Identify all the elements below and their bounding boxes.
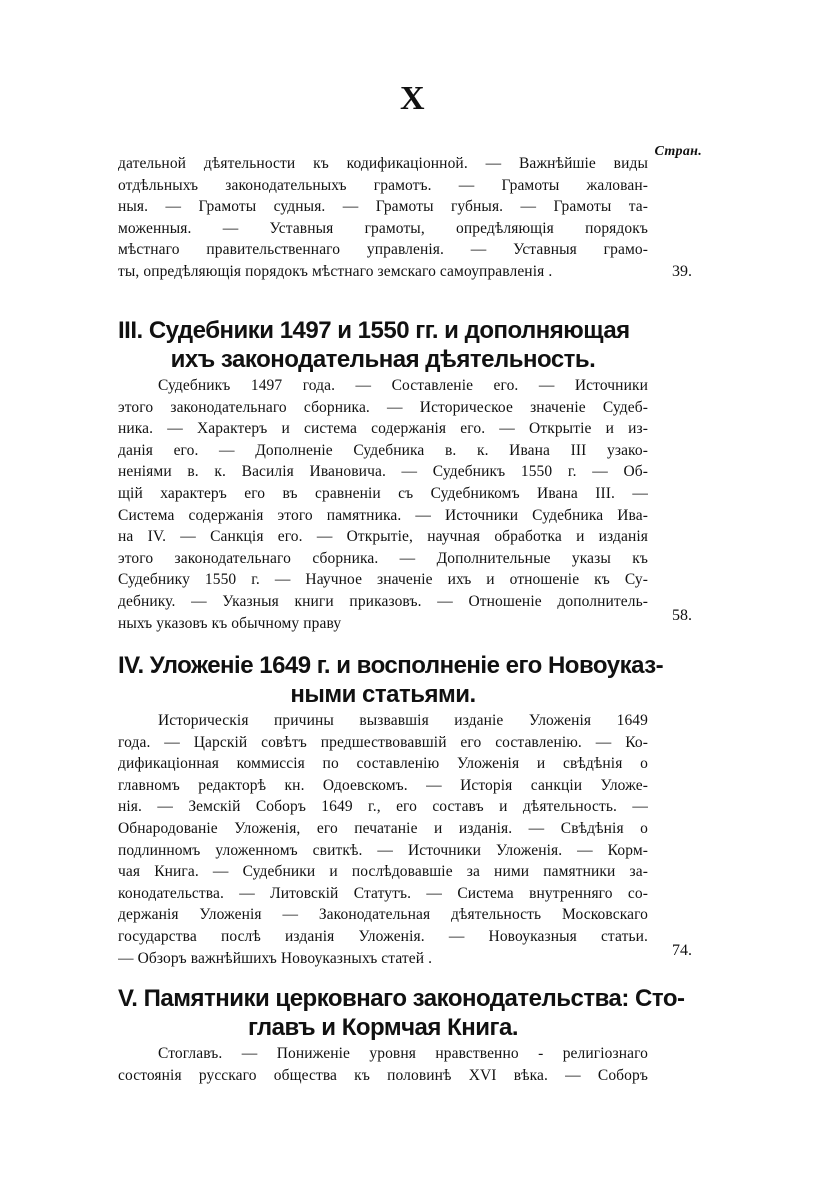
paragraph-line: Система содержанія этого памятника. — Источники Судебника Ива- (118, 506, 648, 524)
paragraph-line: неніями в. к. Василія Ивановича. — Судебникъ 1550 г. — Об- (118, 463, 648, 481)
paragraph-line: нія. — Земскій Соборъ 1649 г., его составъ и дѣятельность. — (118, 798, 648, 816)
paragraph-line: дательной дѣятельности къ кодификаціонной. — Важнѣйшіе виды (118, 155, 648, 172)
section-heading-line: V. Памятники церковнаго законодательства: Сто- (118, 985, 685, 1012)
paragraph-line: этого законодательнаго сборника. — Дополнительные указы къ (118, 549, 648, 567)
section-heading-line: ихъ законодательная дѣятельность. (170, 346, 596, 373)
section-heading (118, 316, 648, 374)
paragraph-line: состоянія русскаго общества къ половинѣ XVI вѣка. — Соборъ (118, 1066, 648, 1084)
paragraph-line: государства послѣ изданія Уложенія. — Новоуказныя статьи. (118, 927, 648, 945)
paragraph-line: ныхъ указовъ къ обычному праву (118, 614, 342, 632)
page-number: 58. (672, 607, 692, 624)
paragraph-line: Судебникъ 1497 года. — Составленіе его. — Источники (158, 377, 648, 394)
paragraph-line: подлинномъ уложенномъ свиткѣ. — Источники Уложенія. — Корм- (118, 841, 648, 859)
paragraph-line: ныя. — Грамоты судныя. — Грамоты губныя. — Грамоты та- (118, 198, 648, 216)
section-paragraph (118, 375, 648, 634)
paragraph-line: отдѣльныхъ законодательныхъ грамотъ. — Грамоты жалован- (118, 176, 648, 194)
paragraph-line: ника. — Характеръ и система содержанія его. — Открытіе и из- (118, 420, 648, 438)
paragraph-line: — Обзоръ важнѣйшихъ Новоуказныхъ статей . (118, 949, 433, 967)
section-heading (118, 984, 685, 1042)
section-heading-line: ными статьями. (290, 681, 476, 708)
section-heading-line: III. Судебники 1497 и 1550 гг. и дополняющая (118, 317, 630, 344)
paragraph-line: Судебнику 1550 г. — Научное значеніе ихъ и отношеніе къ Су- (118, 571, 648, 589)
paragraph-line: на IV. — Санкція его. — Открытіе, научная обработка и изданія (118, 528, 648, 546)
section-heading (118, 651, 664, 709)
paragraph-line: мѣстнаго правительственнаго управленія. — Уставныя грамо- (118, 241, 648, 259)
paragraph-line: щій характеръ его въ сравненіи съ Судебникомъ Ивана III. — (118, 484, 648, 502)
paragraph-line: главномъ редакторѣ кн. Одоевскомъ. — Исторія санкціи Уложе- (118, 776, 648, 794)
paragraph-line: Обнародованіе Уложенія, его печатаніе и изданія. — Свѣдѣнія о (118, 819, 648, 837)
paragraph-line: этого законодательнаго сборника. — Историческое значеніе Судеб- (118, 398, 648, 416)
continuation-paragraph (118, 153, 648, 283)
paragraph-line: данія его. — Дополненіе Судебника в. к. Ивана III узако- (118, 441, 648, 459)
page-number: 74. (672, 942, 692, 959)
paragraph-line: ты, опредѣляющія порядокъ мѣстнаго земскаго самоуправленія . (118, 262, 553, 280)
page-marker: X (400, 80, 425, 117)
paragraph-line: держанія Уложенія — Законодательная дѣятельность Московскаго (118, 906, 648, 924)
paragraph-line: дификаціонная коммиссія по составленію Уложенія и свѣдѣнія о (118, 755, 648, 773)
section-heading-line: IV. Уложеніе 1649 г. и восполненіе его Новоуказ- (118, 652, 664, 679)
paragraph-line: конодательства. — Литовскій Статутъ. — Система внутренняго со- (118, 884, 648, 902)
section-heading-line: главъ и Кормчая Книга. (247, 1014, 518, 1041)
section-paragraph (118, 1043, 648, 1086)
paragraph-line: чая Книга. — Судебники и послѣдовавшіе за ними памятники за- (118, 863, 648, 881)
paragraph-line: года. — Царскій совѣтъ предшествовавшій его составленію. — Ко- (118, 733, 648, 751)
page-column-label: Стран. (654, 144, 702, 159)
paragraph-line: моженныя. — Уставныя грамоты, опредѣляющія порядокъ (118, 219, 648, 237)
paragraph-line: дебнику. — Указныя книги приказовъ. — Отношеніе дополнитель- (118, 592, 648, 610)
paragraph-line: Историческія причины вызвавшія изданіе Уложенія 1649 (158, 712, 648, 729)
section-paragraph (118, 710, 648, 969)
paragraph-line: Стоглавъ. — Пониженіе уровня нравственно - религіознаго (158, 1045, 648, 1062)
page-number: 39. (672, 263, 692, 280)
